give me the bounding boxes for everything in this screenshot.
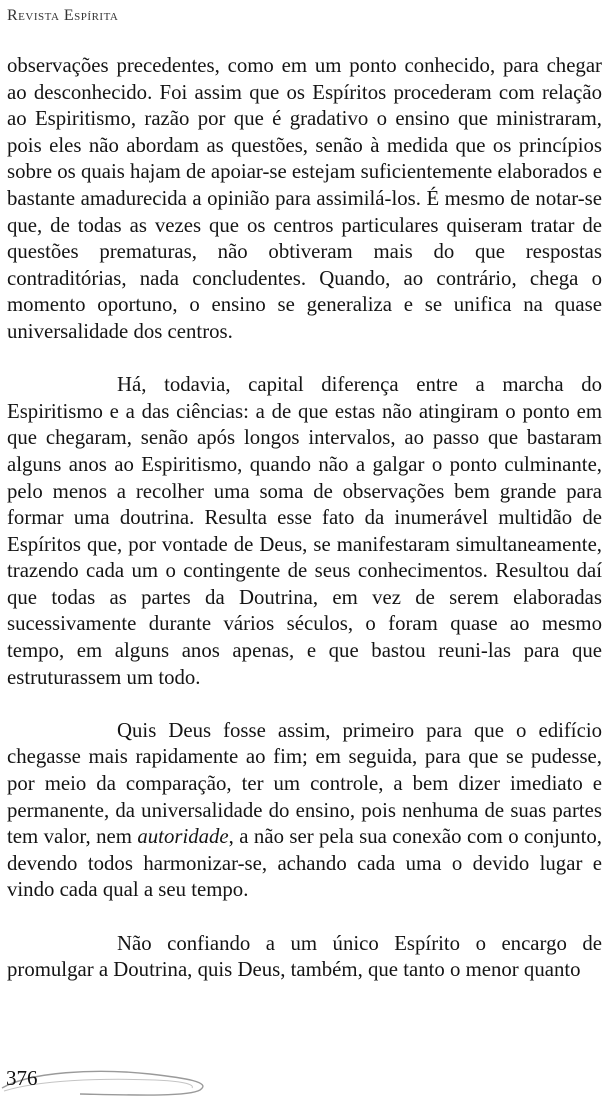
running-header: Revista Espírita xyxy=(7,7,119,24)
paragraph-3-after: , a não ser pela sua conexão com o conjunto, devendo todos harmonizar-se, achando cada uma o devido lugar e vindo cada qual a seu tempo. xyxy=(7,825,603,902)
paragraph-3 xyxy=(7,718,602,904)
paragraph-4: Não confiando a um único Espírito o encargo de promulgar a Doutrina, quis Deus, também, que tanto o menor quanto xyxy=(7,931,602,982)
paragraph-1: observações precedentes, como em um ponto conhecido, para chegar ao desconhecido. Foi assim que os Espíritos procederam com relação ao Espiritismo, razão por que é gradativo o ensino que ministraram, pois eles não abordam as questões, senão à medida que os princípios sobre os quais hajam de apoiar-se estejam suficientemente elaborados e bastante amadurecida a opinião para assimilá-los. É mesmo de notar-se que, de todas as vezes que os centros particulares quiseram tratar de questões prematuras, não obtiveram mais do que respostas contraditórias, nada concludentes. Quando, ao contrário, chega o momento oportuno, o ensino se generaliza e se unifica na quase universalidade dos centros. xyxy=(7,54,602,343)
paragraph-3-before: Quis Deus fosse assim, primeiro para que o edifício chegasse mais rapidamente ao fim; em seguida, para que se pudesse, por meio da comparação, ter um controle, a bem dizer imediato e permanente, da universalidade do ensino, pois nenhuma de suas partes tem valor, nem xyxy=(7,718,602,849)
page-number: 376 xyxy=(6,1066,38,1090)
emphasis-autoridade: autoridade xyxy=(137,825,229,849)
paragraph-2: Há, todavia, capital diferença entre a marcha do Espiritismo e a das ciências: a de que estas não atingiram o ponto em que chegaram, senão após longos intervalos, ao passo que bastaram alguns anos ao Espiritismo, quando não a galgar o ponto culminante, pelo menos a recolher uma soma de observações bem grande para formar uma doutrina. Resulta esse fato da inumerável multidão de Espíritos que, por vontade de Deus, se manifestaram simultaneamente, trazendo cada um o contingente de seus conhecimentos. Resultou daí que todas as partes da Doutrina, em vez de serem elaboradas sucessivamente durante vários séculos, o foram quase ao mesmo tempo, em alguns anos apenas, e que bastou reuni-las para que estruturassem um todo. xyxy=(7,373,602,689)
page-body xyxy=(7,53,602,1010)
